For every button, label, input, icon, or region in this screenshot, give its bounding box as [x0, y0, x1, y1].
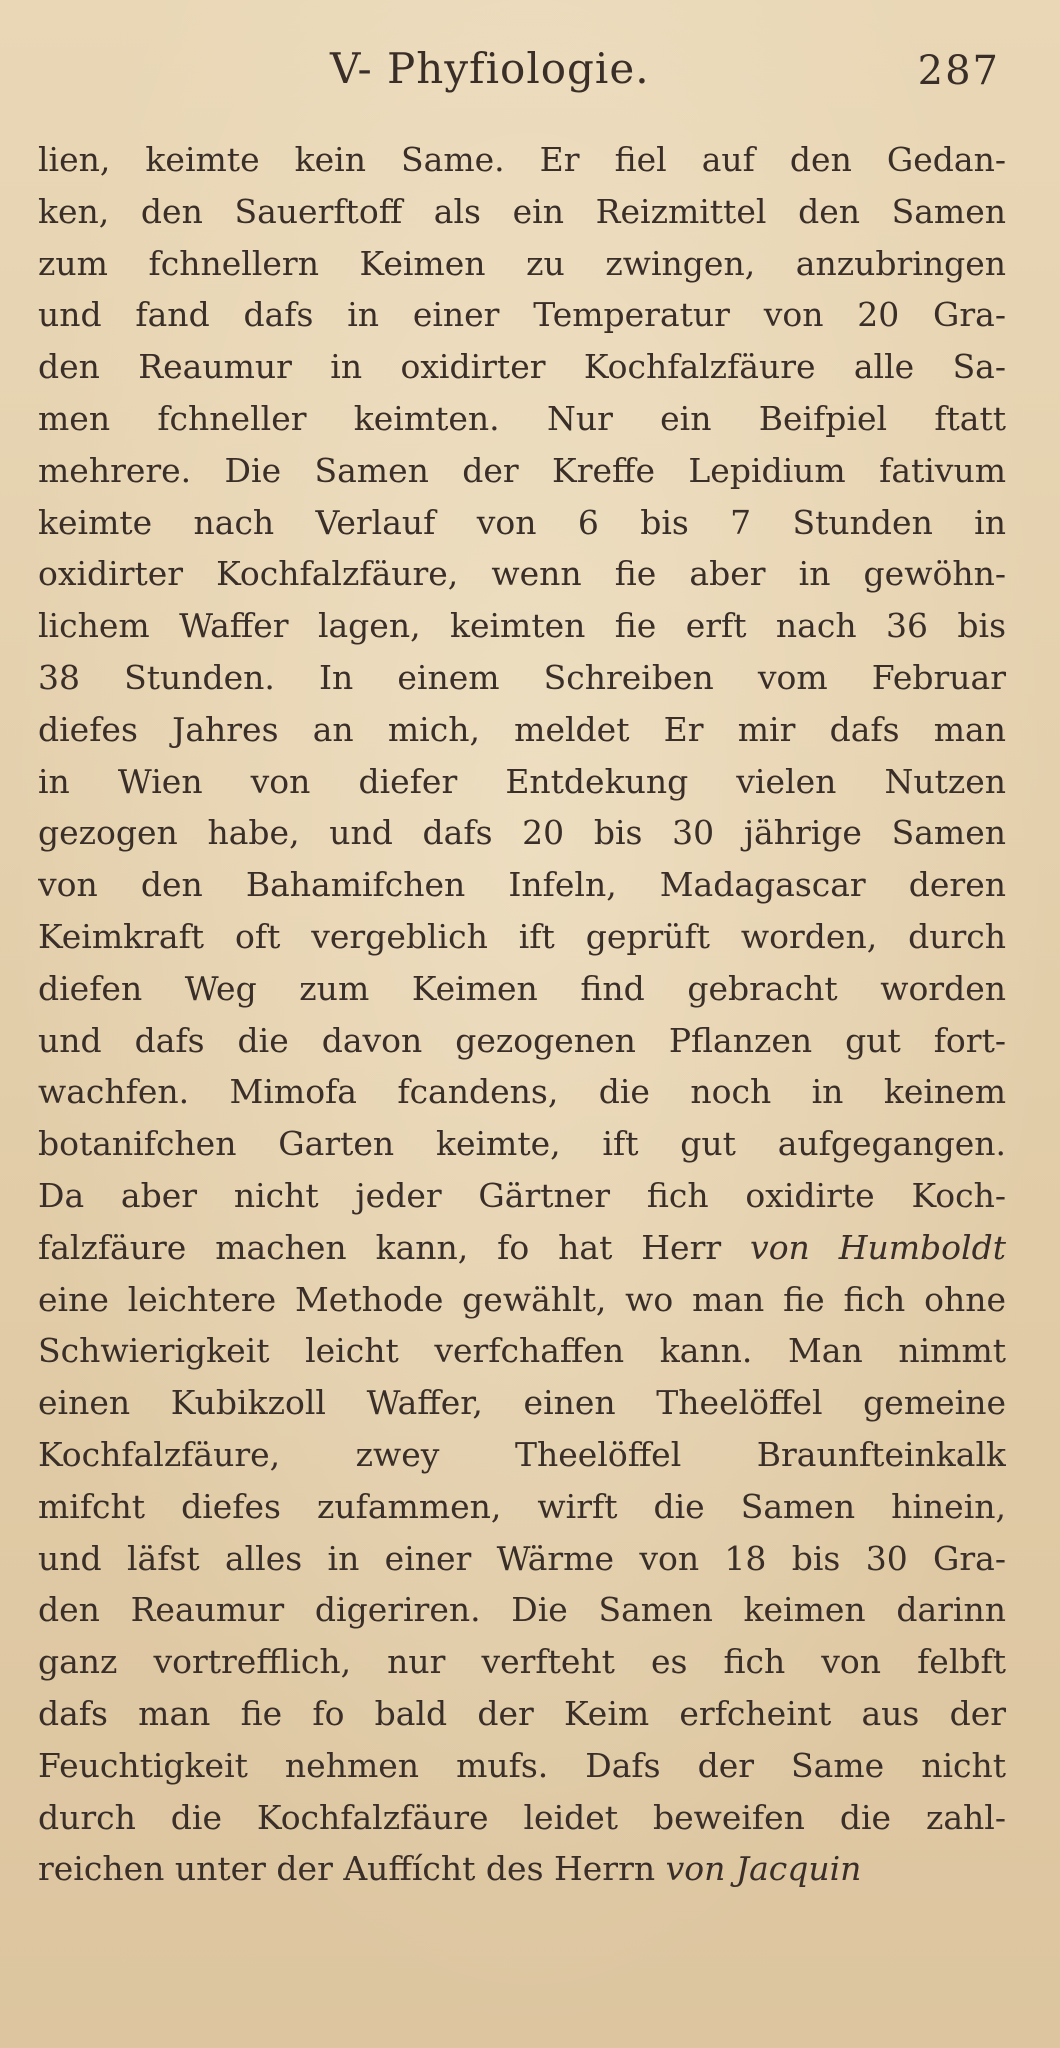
text-line: einen Kubikzoll Waffer, einen Theelöffel gemeine: [38, 1383, 1006, 1423]
page-header: [0, 44, 1060, 114]
text-line: botanifchen Garten keimte, ift gut aufgegangen.: [38, 1124, 1006, 1164]
text-line: Keimkraft oft vergeblich ift geprüft worden, durch: [38, 916, 1006, 956]
text-line: wachfen. Mimofa fcandens, die noch in keinem: [38, 1072, 1006, 1112]
text-line: Schwierigkeit leicht verfchaffen kann. Man nimmt: [38, 1331, 1006, 1371]
text-line: 38 Stunden. In einem Schreiben vom Februar: [38, 657, 1006, 697]
text-line: und dafs die davon gezogenen Pflanzen gut fort-: [38, 1020, 1006, 1060]
text-line: ken, den Sauerftoff als ein Reizmittel den Samen: [38, 191, 1006, 231]
text-line: diefen Weg zum Keimen find gebracht worden: [38, 968, 1006, 1008]
text-line: eine leichtere Methode gewählt, wo man fie fich ohne: [38, 1279, 1006, 1319]
text-line: oxidirter Kochfalzfäure, wenn fie aber in gewöhn-: [38, 554, 1006, 594]
text-line-with-name: [38, 1222, 1006, 1274]
text-line: ganz vortrefflich, nur verfteht es fich von felbft: [38, 1642, 1006, 1682]
text-line: dafs man fie fo bald der Keim erfcheint aus der: [38, 1693, 1006, 1733]
italic-name-jacquin: von Jacquin: [665, 1849, 862, 1889]
text-line: zum fchnellern Keimen zu zwingen, anzubringen: [38, 243, 1006, 283]
running-head: V- Phyfiologie.: [330, 44, 650, 93]
text-line: diefes Jahres an mich, meldet Er mir dafs man: [38, 709, 1006, 749]
text-line: den Reaumur digeriren. Die Samen keimen darinn: [38, 1590, 1006, 1630]
text-line: in Wien von diefer Entdekung vielen Nutzen: [38, 761, 1006, 801]
text-line: Kochfalzfäure, zwey Theelöffel Braunfteinkalk: [38, 1434, 1006, 1474]
text-line: und fand dafs in einer Temperatur von 20 Gra-: [38, 295, 1006, 335]
text-line: gezogen habe, und dafs 20 bis 30 jährige Samen: [38, 813, 1006, 853]
text-segment: falzfäure machen kann, fo hat Herr: [38, 1227, 722, 1267]
text-line: mifcht diefes zufammen, wirft die Samen hinein,: [38, 1486, 1006, 1526]
text-line: und läfst alles in einer Wärme von 18 bis 30 Gra-: [38, 1538, 1006, 1578]
text-line: lien, keimte kein Same. Er fiel auf den Gedan-: [38, 140, 1006, 179]
text-segment: reichen unter der Auffícht des Herrn: [38, 1849, 656, 1889]
page-number: 287: [917, 48, 1000, 94]
text-line: Feuchtigkeit nehmen mufs. Dafs der Same nicht: [38, 1745, 1006, 1785]
italic-name-humboldt: von Humboldt: [750, 1227, 1006, 1267]
text-line: Da aber nicht jeder Gärtner fich oxidirte Koch-: [38, 1175, 1006, 1215]
text-line: durch die Kochfalzfäure leidet beweifen die zahl-: [38, 1797, 1006, 1837]
body-text: [38, 134, 1006, 1895]
text-line: lichem Waffer lagen, keimten fie erft nach 36 bis: [38, 606, 1006, 646]
text-line: den Reaumur in oxidirter Kochfalzfäure alle Sa-: [38, 347, 1006, 387]
text-line: keimte nach Verlauf von 6 bis 7 Stunden in: [38, 502, 1006, 542]
text-line-with-name: [38, 1843, 1006, 1895]
text-line: mehrere. Die Samen der Kreffe Lepidium fativum: [38, 450, 1006, 490]
text-line: von den Bahamifchen Infeln, Madagascar deren: [38, 865, 1006, 905]
text-line: men fchneller keimten. Nur ein Beifpiel ftatt: [38, 398, 1006, 438]
